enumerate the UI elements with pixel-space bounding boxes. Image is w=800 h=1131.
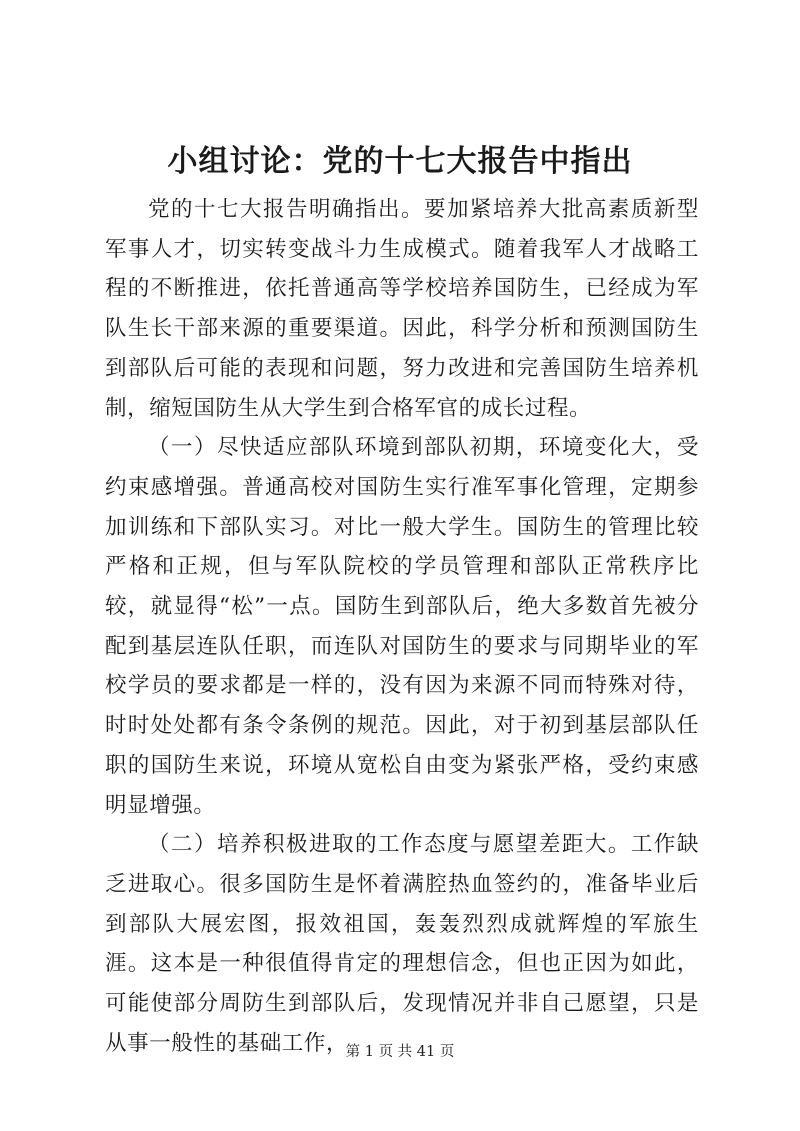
document-body — [105, 190, 699, 1063]
document-title: 小组讨论：党的十七大报告中指出 — [167, 144, 633, 179]
paragraph-section-2: （二）培养积极进取的工作态度与愿望差距大。工作缺乏进取心。很多国防生是怀着满腔热血签约的，准备毕业后到部队大展宏图，报效祖国，轰轰烈烈成就辉煌的军旅生涯。这本是一种很值得肯定的理想信念，但也正因为如此，可能使部分周防生到部队后，发现情况并非自己愿望，只是从事一般性的基础工作， — [105, 832, 699, 1056]
page-number-footer: 第 1 页 共 41 页 — [345, 1044, 455, 1060]
paragraph-intro: 党的十七大报告明确指出。要加紧培养大批高素质新型军事人才，切实转变战斗力生成模式。随着我军人才战略工程的不断推进，依托普通高等学校培养国防生，已经成为军队生长干部来源的重要渠道。因此，科学分析和预测国防生到部队后可能的表现和问题，努力改进和完善国防生培养机制，缩短国防生从大学生到合格军官的成长过程。 — [105, 197, 699, 421]
paragraph-section-1: （一）尽快适应部队环境到部队初期，环境变化大，受约束感增强。普通高校对国防生实行准军事化管理，定期参加训练和下部队实习。对比一般大学生。国防生的管理比较严格和正规，但与军队院校的学员管理和部队正常秩序比较，就显得“松”一点。国防生到部队后，绝大多数首先被分配到基层连队任职，而连队对国防生的要求与同期毕业的军校学员的要求都是一样的，没有因为来源不同而特殊对待，时时处处都有条令条例的规范。因此，对于初到基层部队任职的国防生来说，环境从宽松自由变为紧张严格，受约束感明显增强。 — [105, 435, 699, 818]
